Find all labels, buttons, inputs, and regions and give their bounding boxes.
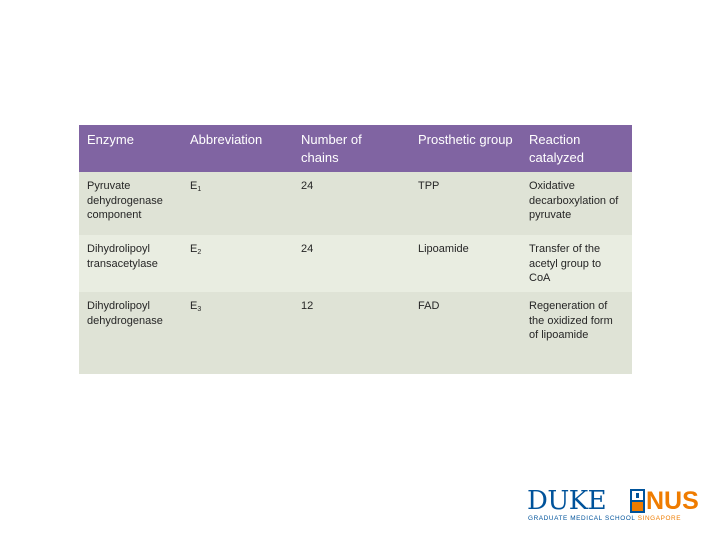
shield-crest-icon xyxy=(630,489,645,513)
logo-nus-text: NUS xyxy=(646,487,699,515)
header-abbreviation: Abbreviation xyxy=(182,125,293,172)
cell-abbreviation xyxy=(182,172,293,235)
duke-nus-logo xyxy=(527,488,699,524)
abbr-base: E xyxy=(190,300,198,312)
header-prosthetic-group: Prosthetic group xyxy=(410,125,521,172)
enzyme-table xyxy=(79,125,632,374)
cell-chains: 12 xyxy=(293,292,410,374)
cell-abbreviation xyxy=(182,235,293,292)
abbr-sub: 2 xyxy=(197,249,202,256)
table-row xyxy=(79,172,632,235)
cell-enzyme: Pyruvate dehydrogenase component xyxy=(79,172,182,235)
cell-enzyme: Dihydrolipoyl dehydrogenase xyxy=(79,292,182,374)
cell-prosthetic: TPP xyxy=(410,172,521,235)
cell-chains: 24 xyxy=(293,172,410,235)
table-row xyxy=(79,292,632,374)
abbr-base: E xyxy=(190,180,198,192)
header-reaction-catalyzed: Reaction catalyzed xyxy=(521,125,632,172)
logo-tagline xyxy=(528,515,681,523)
abbr-sub: 1 xyxy=(197,186,202,193)
header-number-of-chains: Number of chains xyxy=(293,125,410,172)
logo-duke-text: DUKE xyxy=(527,486,607,516)
cell-prosthetic: Lipoamide xyxy=(410,235,521,292)
cell-enzyme: Dihydrolipoyl transacetylase xyxy=(79,235,182,292)
cell-prosthetic: FAD xyxy=(410,292,521,374)
cell-abbreviation xyxy=(182,292,293,374)
cell-reaction: Oxidative decarboxylation of pyruvate xyxy=(521,172,632,235)
logo-tagline-main: GRADUATE MEDICAL SCHOOL xyxy=(528,515,636,522)
logo-tagline-accent: SINGAPORE xyxy=(637,515,682,522)
abbr-sub: 3 xyxy=(197,306,202,313)
header-enzyme: Enzyme xyxy=(79,125,182,172)
cell-reaction: Regeneration of the oxidized form of lipoamide xyxy=(521,292,632,374)
cell-chains: 24 xyxy=(293,235,410,292)
abbr-base: E xyxy=(190,243,198,255)
table-row xyxy=(79,235,632,292)
table-header-row xyxy=(79,125,632,172)
cell-reaction: Transfer of the acetyl group to CoA xyxy=(521,235,632,292)
